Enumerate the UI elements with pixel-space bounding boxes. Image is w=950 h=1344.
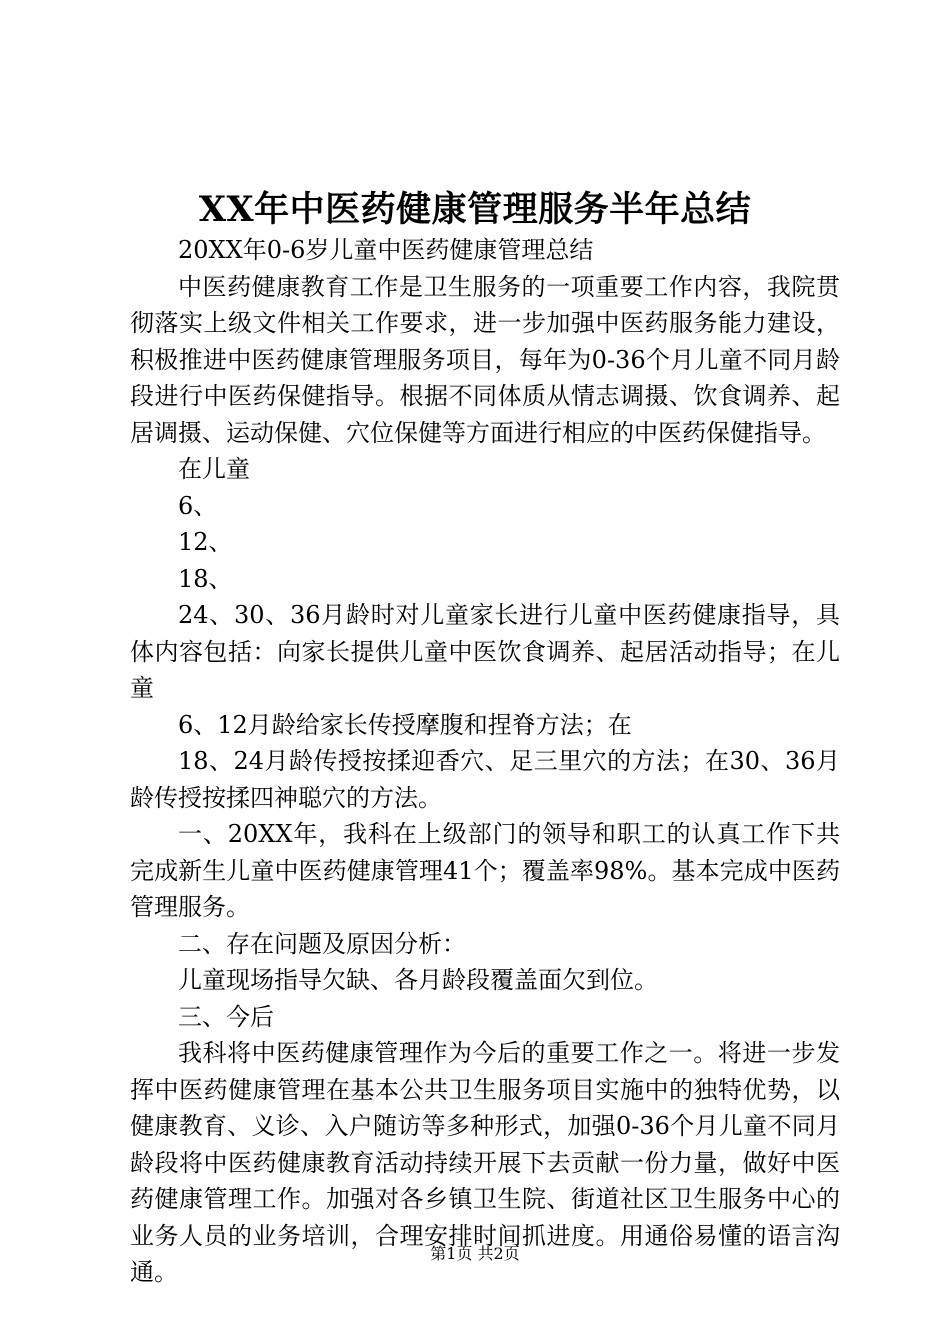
page-footer: 第1页 共2页 (430, 1244, 520, 1263)
paragraph: 18、 (178, 564, 233, 593)
paragraph-section-two-heading: 二、存在问题及原因分析： (178, 929, 466, 958)
paragraph-section-three-heading: 三、今后 (178, 1002, 274, 1031)
document-body (130, 232, 840, 1291)
paragraph-subtitle: 20XX年0-6岁儿童中医药健康管理总结 (178, 236, 594, 264)
paragraph: 儿童现场指导欠缺、各月龄段覆盖面欠到位。 (178, 966, 658, 994)
paragraph: 18、24月龄传授按揉迎香穴、足三里穴的方法；在30、36月龄传授按揉四神聪穴的方法。 (130, 747, 840, 812)
paragraph: 6、 (178, 491, 218, 520)
paragraph-section-one: 一、20XX年，我科在上级部门的领导和职工的认真工作下共完成新生儿童中医药健康管理41个；覆盖率98%。基本完成中医药管理服务。 (130, 820, 840, 921)
paragraph: 24、30、36月龄时对儿童家长进行儿童中医药健康指导，具体内容包括：向家长提供儿童中医饮食调养、起居活动指导；在儿童 (130, 601, 840, 702)
paragraph-intro: 中医药健康教育工作是卫生服务的一项重要工作内容，我院贯彻落实上级文件相关工作要求，进一步加强中医药服务能力建设，积极推进中医药健康管理服务项目，每年为0-36个月儿童不同月龄段进行中医药保健指导。根据不同体质从情志调摄、饮食调养、起居调摄、运动保健、穴位保健等方面进行相应的中医药保健指导。 (130, 272, 840, 447)
paragraph: 在儿童 (178, 455, 250, 483)
paragraph: 6、12月龄给家长传授摩腹和捏脊方法；在 (178, 710, 632, 739)
document-title: XX年中医药健康管理服务半年总结 (198, 189, 752, 230)
paragraph-conclusion: 我科将中医药健康管理作为今后的重要工作之一。将进一步发挥中医药健康管理在基本公共卫生服务项目实施中的独特优势，以健康教育、义诊、入户随访等多种形式，加强0-36个月儿童不同月龄段将中医药健康教育活动持续开展下去贡献一份力量，做好中医药健康管理工作。加强对各乡镇卫生院、街道社区卫生服务中心的业务人员的业务培训，合理安排时间抓进度。用通俗易懂的语言沟通。 (130, 1039, 840, 1286)
paragraph: 12、 (178, 528, 233, 556)
